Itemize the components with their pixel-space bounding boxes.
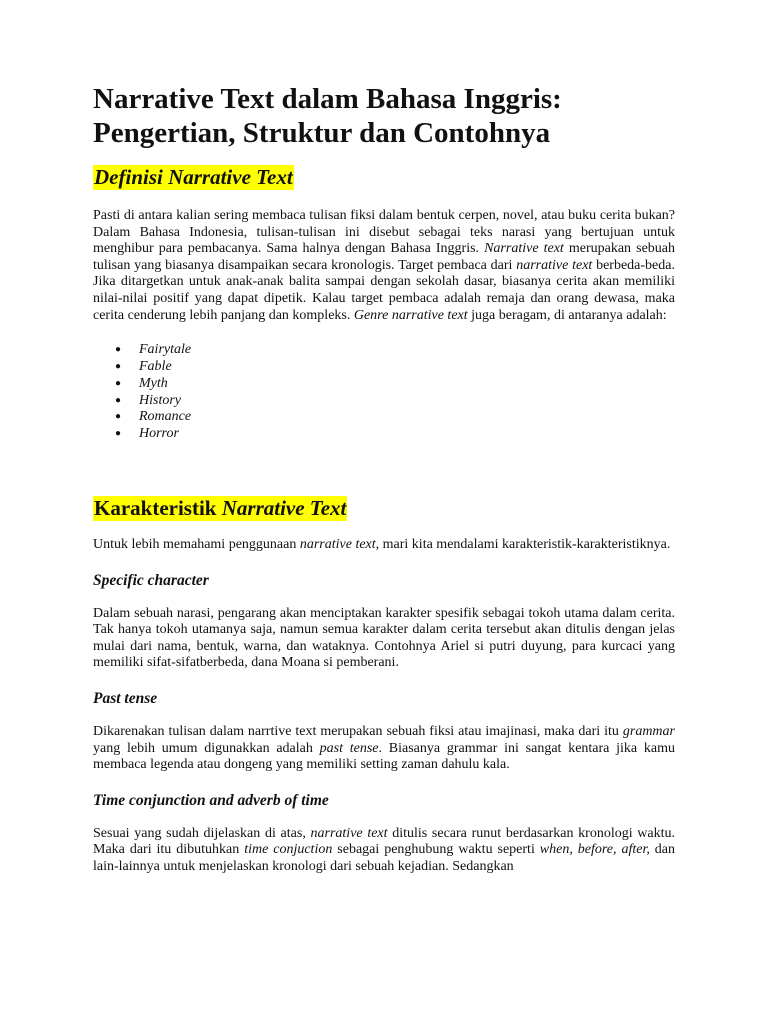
text-segment: Sesuai yang sudah dijelaskan di atas, bbox=[93, 825, 311, 841]
genre-label: Fairytale bbox=[139, 342, 192, 358]
italic-text-segment: time conjuction bbox=[244, 842, 333, 858]
karakteristik-intro-paragraph bbox=[93, 537, 675, 554]
highlighted-heading-text bbox=[93, 496, 347, 521]
genre-list-item bbox=[115, 409, 675, 426]
document-page bbox=[93, 82, 675, 875]
genre-list-item bbox=[115, 426, 675, 443]
italic-text-segment: narrative text, bbox=[299, 536, 380, 552]
genre-label: Fable bbox=[139, 358, 172, 374]
text-segment: yang lebih umum digunakkan adalah bbox=[93, 740, 320, 756]
subheading-time-conjunction: Time conjunction and adverb of time bbox=[93, 791, 329, 809]
text-segment: ditulis secara runut berdasarkan kronologi waktu. Maka dari itu dibutuhkan bbox=[93, 825, 676, 858]
italic-text-segment: narrative text bbox=[516, 257, 593, 273]
bullet-icon: ● bbox=[115, 360, 122, 372]
document-title-line-1: Narrative Text dalam Bahasa Inggris: bbox=[93, 83, 562, 115]
subheading-past-tense: Past tense bbox=[93, 689, 158, 707]
italic-text-segment: grammar bbox=[622, 723, 675, 739]
genre-label: Myth bbox=[139, 375, 168, 391]
genre-list-item bbox=[115, 359, 675, 376]
specific-character-paragraph bbox=[93, 606, 675, 672]
heading-plain-part: Karakteristik bbox=[94, 495, 222, 520]
text-segment: merupakan sebuah tulisan yang biasanya disampaikan secara kronologis. Target pembaca dari bbox=[93, 241, 675, 273]
bullet-icon: ● bbox=[115, 394, 122, 406]
text-segment: mari kita mendalami karakteristik-karakteristiknya. bbox=[379, 536, 671, 552]
highlighted-heading-text: Definisi Narrative Text bbox=[94, 165, 293, 189]
bullet-icon: ● bbox=[115, 411, 122, 423]
document-title-line-2: Pengertian, Struktur dan Contohnya bbox=[93, 117, 551, 149]
genre-list-item bbox=[115, 376, 675, 393]
text-segment: Untuk lebih memahami penggunaan bbox=[93, 536, 300, 552]
italic-text-segment: past tense bbox=[319, 740, 379, 756]
italic-text-segment: when, before, after, bbox=[539, 842, 650, 858]
past-tense-paragraph bbox=[93, 724, 675, 774]
text-segment: juga beragam, di antaranya adalah: bbox=[467, 307, 667, 323]
definisi-paragraph bbox=[93, 208, 675, 324]
genre-list bbox=[93, 342, 675, 443]
text-segment: . Biasanya grammar ini sangat kentara jika kamu membaca legenda atau dongeng yang memiliki setting zaman dahulu kala. bbox=[93, 740, 676, 773]
bullet-icon: ● bbox=[115, 428, 122, 440]
time-conjunction-paragraph bbox=[93, 826, 675, 876]
text-segment: sebagai penghubung waktu seperti bbox=[332, 842, 540, 858]
section-heading-definisi bbox=[93, 164, 675, 190]
text-segment: dan lain-lainnya untuk menjelaskan kronologi dari sebuah kejadian. Sedangkan bbox=[93, 842, 676, 874]
genre-label: Romance bbox=[139, 409, 192, 425]
document-title bbox=[93, 82, 675, 150]
bullet-icon: ● bbox=[115, 344, 122, 356]
bullet-icon: ● bbox=[115, 377, 122, 389]
text-segment: Dalam sebuah narasi, pengarang akan menciptakan karakter spesifik sebagai tokoh utama dalam cerita. Tak hanya tokoh utamanya saja, namun semua karakter dalam cerita tersebut akan ditulis dengan jelas mulai dari nama, bentuk, warna, dan wataknya. Contohnya Ariel si putri duyung, para kurcaci yang memiliki sifat-sifatberbeda, dana Moana si pemberani. bbox=[93, 605, 675, 671]
text-segment: Pasti di antara kalian sering membaca tulisan fiksi dalam bentuk cerpen, novel, atau buku cerita bukan? Dalam Bahasa Indonesia, tulisan-tulisan ini disebut sebagai teks narasi yang bertujuan untuk menghibur para pembacanya. Sama halnya dengan Bahasa Inggris. bbox=[93, 208, 675, 257]
italic-text-segment: narrative text bbox=[310, 825, 388, 841]
italic-text-segment: Narrative text bbox=[484, 241, 564, 257]
heading-italic-part: Narrative Text bbox=[221, 495, 347, 520]
section-heading-karakteristik bbox=[93, 495, 675, 521]
genre-label: Horror bbox=[139, 426, 179, 442]
genre-label: History bbox=[139, 392, 181, 408]
genre-list-item bbox=[115, 342, 675, 359]
text-segment: Dikarenakan tulisan dalam narrtive text merupakan sebuah fiksi atau imajinasi, maka dari itu bbox=[93, 723, 623, 739]
text-segment: berbeda-beda. Jika ditargetkan untuk anak-anak balita sampai dengan sekolah dasar, biasanya cerita akan memiliki nilai-nilai positif yang dapat dipetik. Kalau target pembaca adalah remaja dan orang dewasa, maka cerita cenderung lebih panjang dan kompleks. bbox=[93, 257, 675, 323]
subheading-specific-character: Specific character bbox=[93, 571, 209, 589]
italic-text-segment: Genre narrative text bbox=[353, 307, 468, 323]
genre-list-item bbox=[115, 393, 675, 410]
